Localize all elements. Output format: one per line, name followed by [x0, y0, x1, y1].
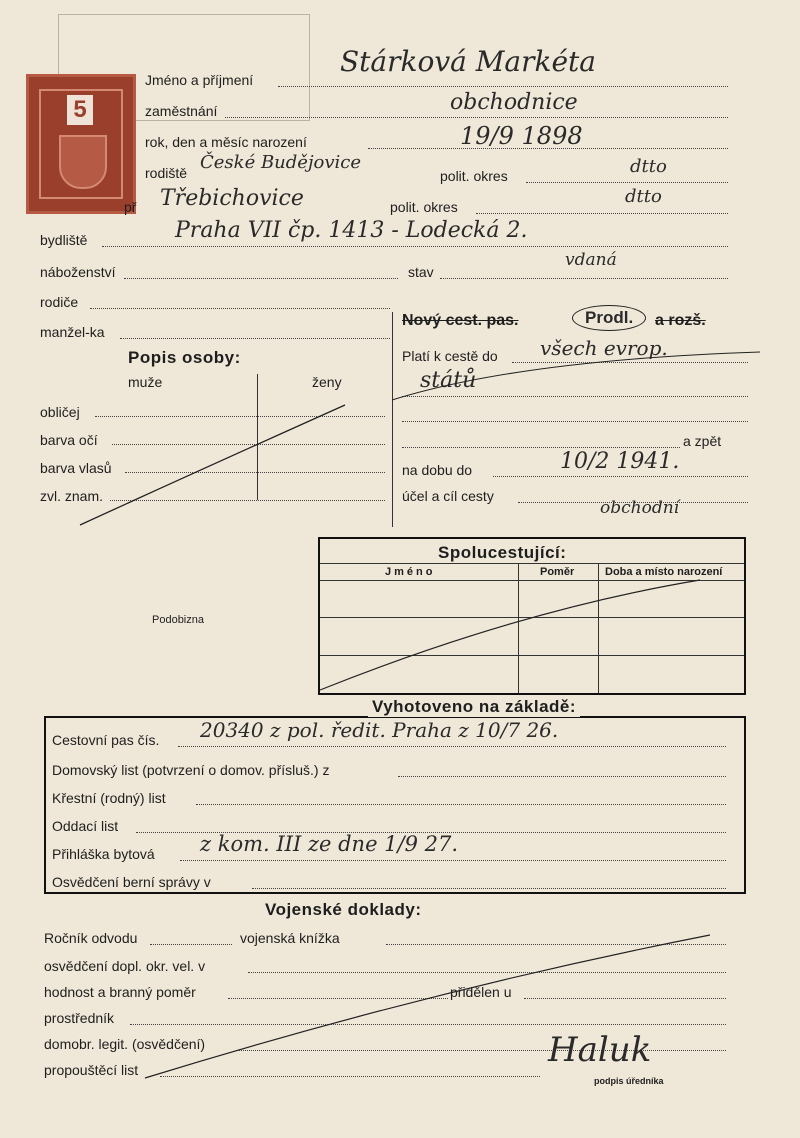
vojenske-header: Vojenské doklady: [265, 900, 422, 919]
hw-bydliste: Praha VII čp. 1413 - Lodecká 2. [175, 218, 528, 243]
label-muze: muže [128, 374, 163, 390]
label-a-zpet: a zpět [683, 433, 722, 449]
col-doba: Doba a místo narození [605, 566, 723, 578]
label-zeny: ženy [312, 374, 342, 390]
col-pomer: Poměr [540, 566, 575, 578]
hw-prihlaska: z kom. III ze dne 1/9 27. [200, 832, 459, 856]
label-knizka: vojenská knížka [240, 930, 340, 946]
hw-zamestnani: obchodnice [450, 90, 578, 115]
hw-cestovni: 20340 z pol. ředit. Praha z 10/7 26. [200, 718, 559, 742]
label-osvedceni: osvědčení dopl. okr. vel. v [44, 958, 206, 974]
label-rodiste: rodiště [145, 165, 188, 181]
label-propousteci: propouštěcí list [44, 1062, 139, 1078]
label-zamestnani: zaměstnání [145, 103, 218, 119]
hw-jmeno: Stárková Markéta [340, 45, 596, 78]
row-berni: Osvědčení berní správy v [52, 874, 211, 890]
revenue-stamp [26, 74, 136, 214]
col-jmeno: Jméno [385, 566, 436, 578]
label-manzel: manžel-ka [40, 324, 105, 340]
label-oblicej: obličej [40, 404, 80, 420]
label-domobr: domobr. legit. (osvědčení) [44, 1036, 206, 1052]
row-oddaci: Oddací list [52, 818, 119, 834]
hw-okres2: dtto [625, 186, 662, 207]
label-jmeno: Jméno a příjmení [145, 72, 254, 88]
label-zvl-znam: zvl. znam. [40, 488, 104, 504]
row-cestovni: Cestovní pas čís. [52, 732, 160, 748]
label-plati: Platí k cestě do [402, 348, 498, 364]
row-krestni: Křestní (rodný) list [52, 790, 166, 806]
label-bydliste: bydliště [40, 232, 88, 248]
hw-plati1: všech evrop. [540, 336, 668, 360]
hw-ucel: obchodní [600, 498, 680, 518]
vyhotoveno-header: Vyhotoveno na základě: [368, 697, 580, 717]
label-polit-okres: polit. okres [440, 168, 508, 184]
hw-rodiste: České Budějovice [200, 152, 362, 173]
label-hodnost: hodnost a branný poměr [44, 984, 196, 1000]
signature: Haluk [548, 1030, 652, 1070]
label-rocnik: Ročník odvodu [44, 930, 138, 946]
hw-okres1: dtto [630, 156, 667, 177]
hw-plati2: států [420, 368, 477, 393]
label-nabozenstvi: náboženství [40, 264, 116, 280]
label-barva-oci: barva očí [40, 432, 98, 448]
label-polit-okres2: polit. okres [390, 199, 458, 215]
label-narozeni: rok, den a měsíc narození [145, 134, 307, 150]
hw-prodl: Prodl. [572, 305, 646, 331]
label-rodice: rodiče [40, 294, 79, 310]
label-novy-pas: Nový cest. pas. [402, 312, 519, 329]
label-a-rozs: a rozš. [655, 312, 706, 329]
hw-prislusnost: Třebichovice [160, 186, 304, 211]
podobizna-label: Podobizna [152, 614, 204, 626]
spoluc-header: Spolucestující: [438, 543, 567, 562]
row-domovsky: Domovský list (potvrzení o domov. přísluš.) z [52, 762, 330, 778]
label-ucel: účel a cíl cesty [402, 488, 494, 504]
popis-header: Popis osoby: [128, 348, 241, 367]
hw-stav: vdaná [565, 250, 617, 270]
hw-dobu: 10/2 1941. [560, 449, 680, 474]
stamp-denomination: 5 [67, 95, 93, 125]
signature-caption: podpis úředníka [594, 1076, 664, 1086]
label-na-dobu: na dobu do [402, 462, 473, 478]
lion-emblem-icon [59, 135, 107, 189]
label-pridelen: přidělen u [450, 984, 512, 1000]
label-prostrednik: prostředník [44, 1010, 115, 1026]
label-stav: stav [408, 264, 434, 280]
label-prislusnost: př [124, 199, 137, 215]
row-prihlaska: Přihláška bytová [52, 846, 155, 862]
label-barva-vlasu: barva vlasů [40, 460, 112, 476]
hw-narozeni: 19/9 1898 [460, 122, 583, 150]
